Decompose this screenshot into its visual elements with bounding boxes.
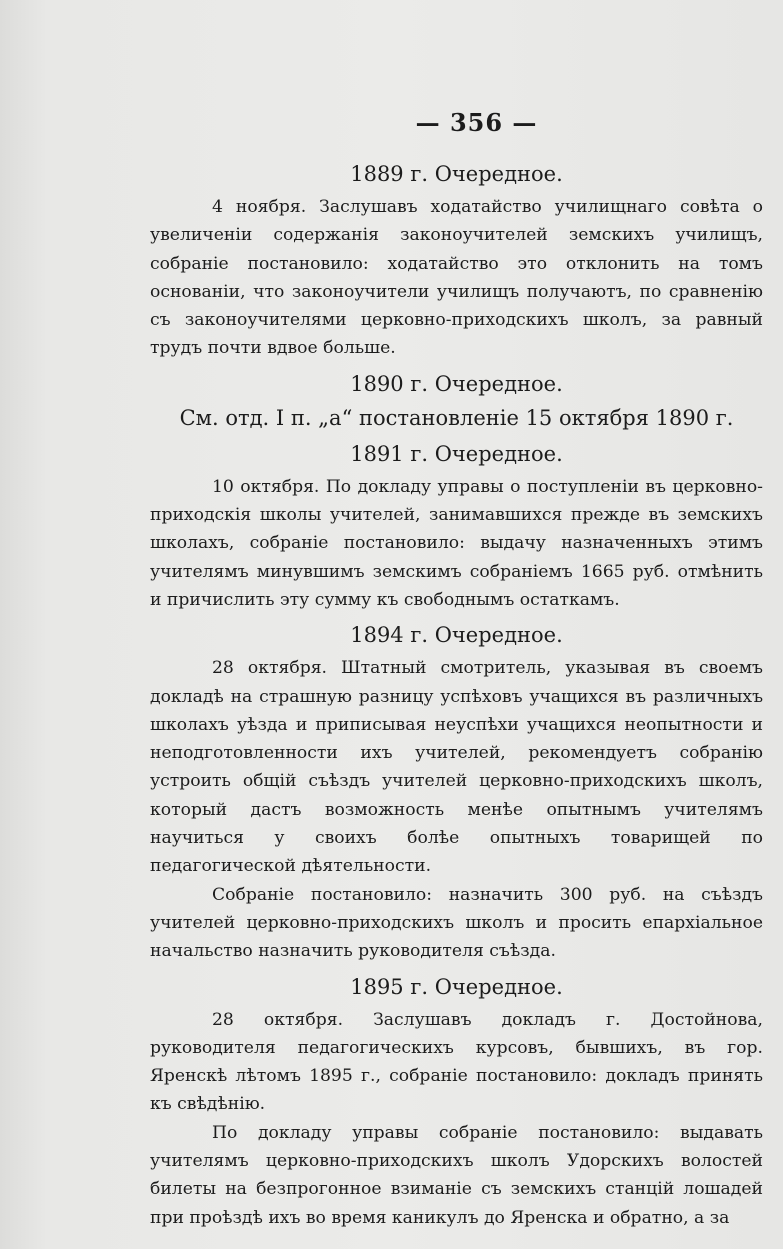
section-heading-1895: 1895 г. Очередное. [350,974,563,999]
section-heading-1891: 1891 г. Очередное. [350,441,563,466]
section-heading-1894: 1894 г. Очередное. [350,623,563,648]
paragraph-1895-ruling: По докладу управы собраніе постановило: выдавать учителямъ церковно-приходскихъ школъ Удорскихъ волостей билеты на безпрогонное взиманіе съ земскихъ станцій лошадей при проѣздѣ ихъ во время каникулъ до Яренска и обратно, а за [150,1122,763,1228]
paragraph-1895-report: 28 октября. Заслушавъ докладъ г. Достойнова, руководителя педагогическихъ курсовъ, бывшихъ, въ гор. Яренскѣ лѣтомъ 1895 г., собраніе постановило: докладъ принять къ свѣдѣнію. [150,1009,763,1115]
section-heading-1889: 1889 г. Очередное. [350,162,563,186]
paragraph-1894-report: 28 октября. Штатный смотритель, указывая въ своемъ докладѣ на страшную разницу успѣховъ учащихся въ различныхъ школахъ уѣзда и приписывая неуспѣхи учащихся неопытности и неподготовленности ихъ учителей, рекомендуетъ собранію устроить общій съѣздъ учителей церковно-приходскихъ школъ, который дастъ возможность менѣе опытнымъ учителямъ научиться у своихъ болѣе опытныхъ товарищей по педагогической дѣятельности. [150,658,763,877]
paragraph-1891-ruling: 10 октября. По докладу управы о поступленіи въ церковно-приходскія школы учителей, занимавшихся прежде въ земскихъ школахъ, собраніе постановило: выдачу назначенныхъ этимъ учителямъ минувшимъ земскимъ собраніемъ 1665 руб. отмѣнить и причислить эту сумму къ свободнымъ остаткамъ. [150,476,763,610]
paragraph-1889-ruling: 4 ноября. Заслушавъ ходатайство училищнаго совѣта о увеличеніи содержанія законоучителей земскихъ училищъ, собраніе постановило: ходатайство это отклонить на томъ основаніи, что законоучители училищъ получаютъ, по сравненію съ законоучителями церковно-приходскихъ школъ, за равный трудъ почти вдвое больше. [150,197,763,359]
paragraph-1894-ruling: Собраніе постановило: назначить 300 руб. на съѣздъ учителей церковно-приходскихъ школъ и просить епархіальное начальство назначить руководителя съѣзда. [150,884,763,962]
page-number: — 356 — [415,108,538,137]
reference-line-1890: См. отд. I п. „а“ постановленіе 15 октября 1890 г. [179,405,734,430]
section-heading-1890: 1890 г. Очередное. [350,371,563,396]
